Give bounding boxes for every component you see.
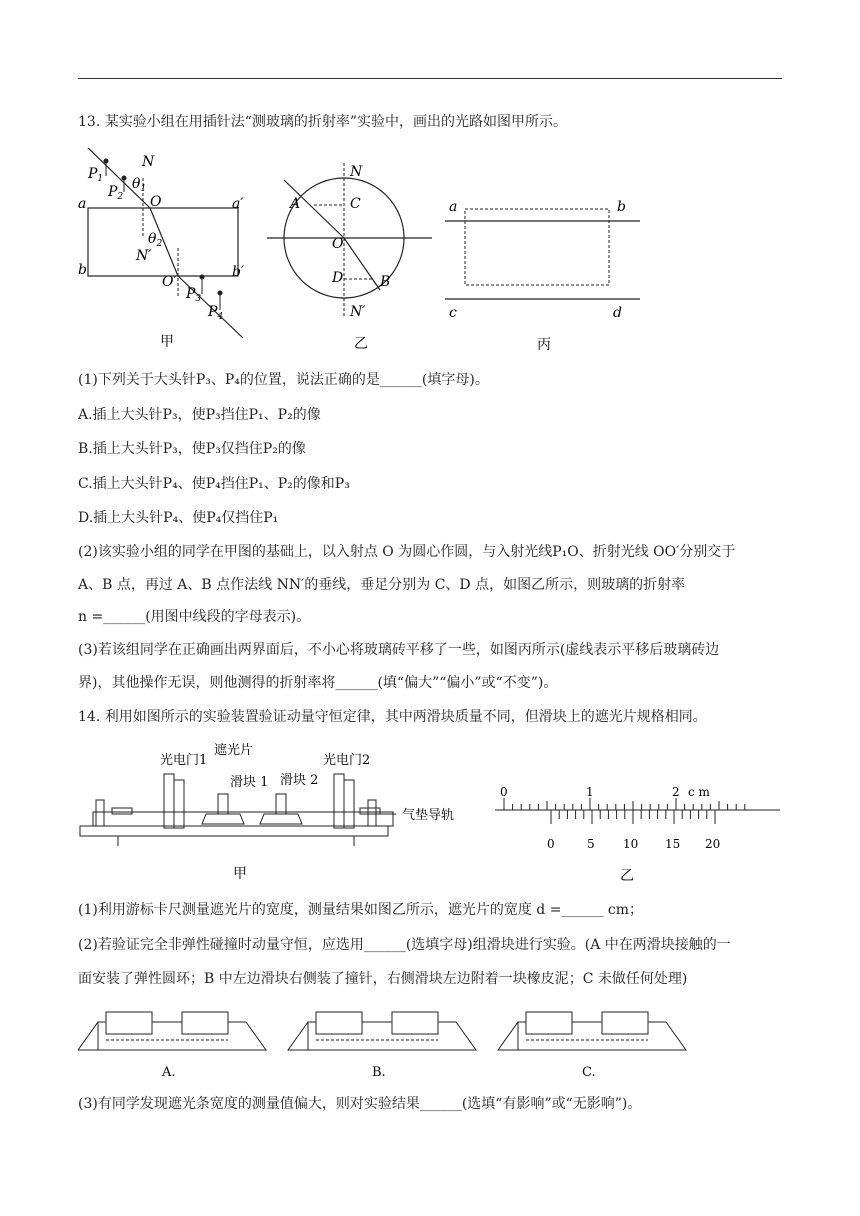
svg-text:a: a: [449, 199, 458, 215]
q13-option-b: B.插上大头针P₃，使P₃仅挡住P₂的像: [78, 441, 306, 457]
option-c-label: C.: [582, 1065, 596, 1080]
glass-block: [88, 208, 238, 276]
caption-14-jia: 甲: [233, 866, 247, 882]
svg-text:O: O: [332, 236, 344, 252]
q14-part3: (3)有同学发现遮光条宽度的测量值偏大，则对实验结果______(选填“有影响”或“无影响”)。: [78, 1096, 642, 1112]
q13-option-d: D.插上大头针P₄、使P₄仅挡住P₁: [78, 510, 279, 526]
header-rule: [78, 78, 782, 79]
gate-1: [164, 774, 174, 828]
q14-stem: 14. 利用如图所示的实验装置验证动量守恒定律，其中两滑块质量不同，但滑块上的遮光片规格相同。: [78, 709, 707, 725]
slider-2: [260, 814, 302, 824]
shifted-block: [465, 209, 609, 285]
svg-text:0: 0: [500, 785, 508, 799]
q13-stem: 13. 某实验小组在用插针法“测玻璃的折射率”实验中，画出的光路如图甲所示。: [78, 114, 568, 130]
svg-text:θ1: $\theta_1$: [132, 176, 147, 194]
q13-part2-line1: (2)该实验小组的同学在甲图的基础上，以入射点 O 为圆心作圆，与入射光线P₁O、折射光线 OO′分别交于: [78, 544, 736, 560]
svg-text:光电门2: 光电门2: [323, 753, 371, 768]
q13-part3-line2: 界)，其他操作无误，则他测得的折射率将______(填“偏大”“偏小”或“不变”)。: [78, 675, 558, 691]
svg-text:O′: O′: [162, 274, 177, 290]
svg-text:5: 5: [587, 837, 595, 851]
svg-text:A: A: [290, 196, 301, 212]
svg-text:D: D: [332, 270, 344, 286]
svg-text:N′: N′: [136, 248, 152, 264]
caption-yi: 乙: [354, 336, 368, 352]
svg-text:10: 10: [623, 837, 639, 851]
q13-option-c: C.插上大头针P₄、使P₄挡住P₁、P₂的像和P₃: [78, 476, 350, 492]
figure-jia: [78, 148, 258, 353]
slider-group-a: [78, 1012, 266, 1050]
slider-group-b: [288, 1012, 476, 1050]
q13-option-a: A.插上大头针P₃，使P₃挡住P₁、P₂的像: [78, 407, 321, 423]
svg-text:B: B: [380, 274, 391, 290]
svg-text:N: N: [350, 164, 363, 180]
q14-part2-line1: (2)若验证完全非弹性碰撞时动量守恒，应选用______(选填字母)组滑块进行实验。(A 中在两滑块接触的一: [78, 937, 731, 953]
svg-text:光电门1: 光电门1: [160, 753, 208, 768]
q14-part2-line2: 面安装了弹性圆环；B 中左边滑块右侧装了撞针，右侧滑块左边附着一块橡皮泥；C 未做任何处理): [78, 971, 688, 987]
svg-text:C: C: [350, 196, 361, 212]
svg-text:P2: $P_2$: [108, 184, 124, 202]
svg-text:b: b: [78, 262, 87, 278]
figure-14-jia: [78, 738, 483, 883]
svg-text:15: 15: [665, 837, 681, 851]
svg-text:滑块 1: 滑块 1: [230, 775, 269, 790]
svg-text:d: d: [613, 305, 622, 321]
svg-text:N: N: [142, 154, 155, 170]
figure-yi: [262, 148, 437, 353]
shade-1: [218, 794, 228, 814]
caption-14-yi: 乙: [620, 868, 634, 884]
q13-part2-line2: A、B 点，再过 A、B 点作法线 NN′的垂线，垂足分别为 C、D 点，如图乙所示，则玻璃的折射率: [78, 577, 686, 593]
slider-group-c: [498, 1012, 686, 1050]
option-a-label: A.: [162, 1065, 176, 1080]
figure-14-options: [78, 1000, 778, 1080]
q13-part2-line3: n =______(用图中线段的字母表示)。: [78, 609, 311, 625]
svg-text:气垫导轨: 气垫导轨: [402, 808, 455, 823]
refracted-ray: [344, 238, 380, 290]
q13-part1: (1)下列关于大头针P₃、P₄的位置，说法正确的是______(填字母)。: [78, 372, 489, 388]
svg-text:20: 20: [705, 837, 721, 851]
svg-text:2: 2: [672, 785, 680, 799]
svg-text:P1: $P_1$: [88, 166, 104, 184]
svg-text:c: c: [449, 305, 457, 321]
q14-part1: (1)利用游标卡尺测量遮光片的宽度，测量结果如图乙所示，遮光片的宽度 d =______ cm；: [78, 902, 643, 918]
figure-bing: [445, 195, 645, 355]
svg-text:a: a: [78, 196, 87, 212]
svg-text:b′: b′: [232, 264, 245, 280]
shade-2: [276, 794, 286, 814]
gate-2: [334, 774, 344, 828]
svg-text:0: 0: [547, 837, 555, 851]
svg-text:1: 1: [586, 785, 594, 799]
svg-text:a′: a′: [232, 196, 244, 212]
svg-text:P4: $P_4$: [208, 304, 224, 322]
svg-text:滑块 2: 滑块 2: [280, 773, 319, 788]
svg-text:b: b: [617, 199, 626, 215]
figure-14-yi: [490, 780, 790, 885]
svg-text:遮光片: 遮光片: [214, 743, 254, 758]
q13-part3-line1: (3)若该组同学在正确画出两界面后，不小心将玻璃砖平移了一些，如图丙所示(虚线表示平移后玻璃砖边: [78, 642, 720, 658]
svg-text:O: O: [150, 194, 162, 210]
svg-text:N′: N′: [350, 304, 366, 320]
svg-text:P3: $P_3$: [186, 286, 202, 304]
option-b-label: B.: [372, 1065, 386, 1080]
svg-text:θ2: $\theta_2$: [148, 231, 163, 249]
svg-text:c m: c m: [688, 785, 710, 799]
slider-1: [202, 814, 244, 824]
caption-bing: 丙: [537, 337, 551, 353]
caption-jia: 甲: [160, 334, 174, 350]
